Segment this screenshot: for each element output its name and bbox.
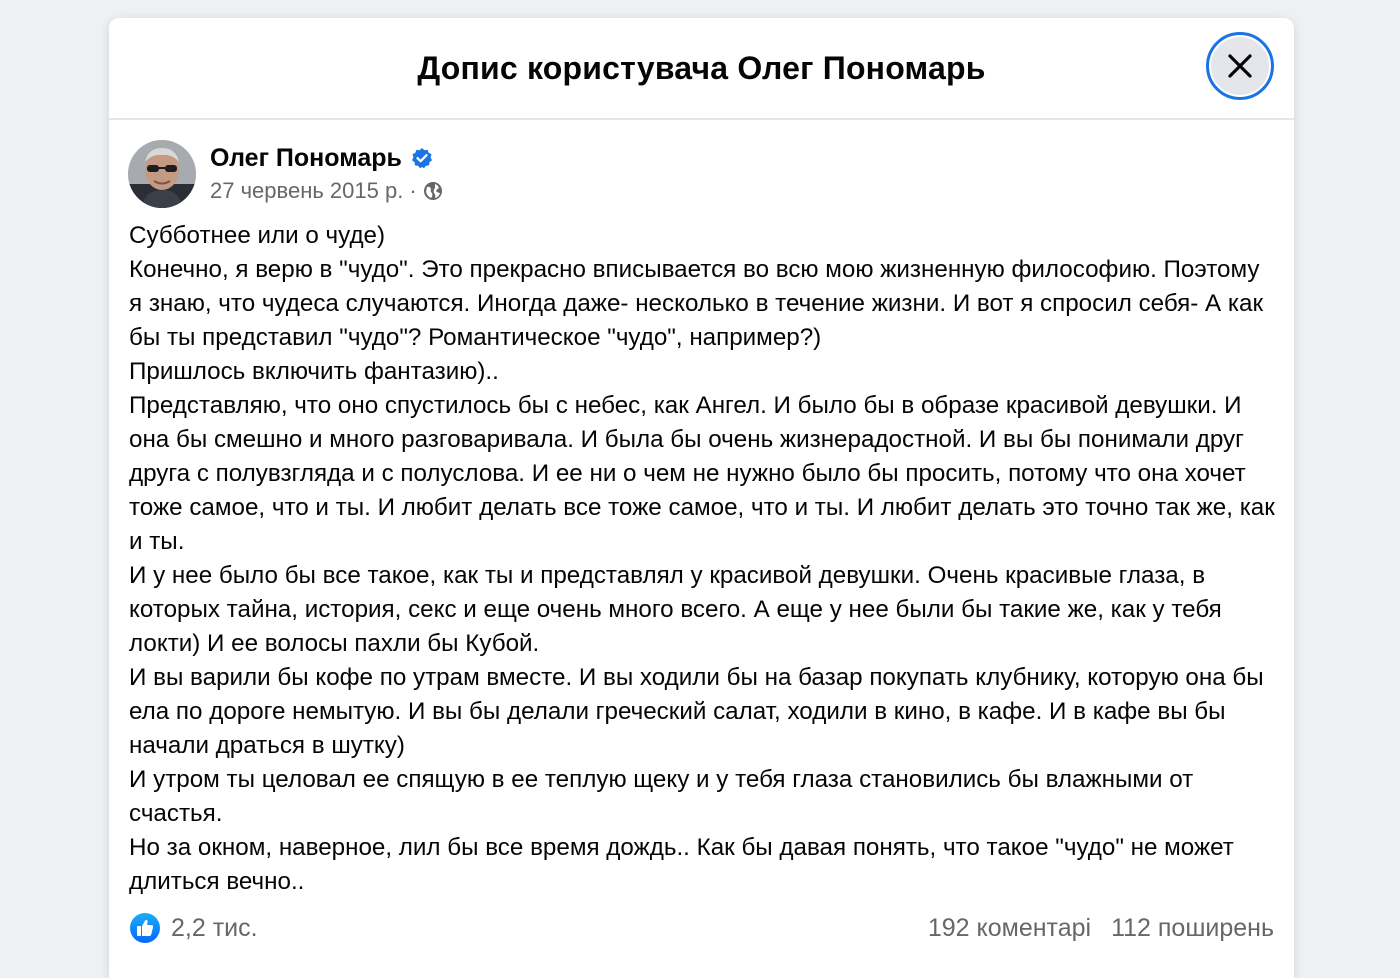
post-text: [129, 219, 1279, 899]
avatar[interactable]: [128, 140, 196, 208]
like-icon: [129, 912, 161, 944]
reactions-count: 2,2 тис.: [171, 913, 258, 942]
modal-header: [109, 18, 1294, 120]
post-stats: [928, 914, 1274, 943]
post-date[interactable]: 27 червень 2015 р.: [210, 178, 404, 203]
meta-separator: ·: [409, 178, 417, 203]
shares-count[interactable]: 112 поширень: [1111, 913, 1274, 942]
post-paragraph: Субботнее или о чуде): [129, 222, 386, 249]
comments-count[interactable]: 192 коментарі: [927, 913, 1092, 942]
post-paragraph: Конечно, я верю в "чудо". Это прекрасно вписывается во всю мою жизненную философию. Поэтому я знаю, что чудеса случаются. Иногда даже- несколько в течение жизни. И вот я спросил себя- А как бы ты представил "чудо"? Романтическое "чудо", например?): [129, 256, 1264, 351]
globe-icon[interactable]: [423, 181, 443, 201]
author-row: [210, 141, 443, 175]
modal-title: Допис користувача Олег Пономарь: [417, 49, 986, 86]
post-paragraph: Но за окном, наверное, лил бы все время дождь.. Как бы давая понять, что такое "чудо" не может длиться вечно..: [129, 834, 1234, 895]
post-paragraph: Пришлось включить фантазию)..: [129, 358, 499, 385]
close-icon: [1227, 53, 1253, 79]
author-name[interactable]: Олег Пономарь: [210, 143, 402, 172]
reactions-summary[interactable]: [129, 912, 258, 944]
verified-badge-icon: [411, 147, 433, 169]
post-footer: [129, 908, 1274, 948]
post-paragraph: И утром ты целовал ее спящую в ее теплую щеку и у тебя глаза становились бы влажными от счастья.: [129, 766, 1194, 827]
post-meta: [210, 175, 443, 207]
post-paragraph: Представляю, что оно спустилось бы с небес, как Ангел. И было бы в образе красивой девушки. И она бы смешно и много разговаривала. И была бы очень жизнерадостной. И вы бы понимали друг друга с полувзгляда и с полуслова. И ее ни о чем не нужно было бы просить, потому что она хочет тоже самое, что и ты. И любит делать все тоже самое, что и ты. И любит делать это точно так же, как и ты.: [129, 392, 1275, 555]
post-paragraph: И вы варили бы кофе по утрам вместе. И вы ходили бы на базар покупать клубнику, которую она бы ела по дороге немытую. И вы бы делали греческий салат, ходили в кино, в кафе. И в кафе вы бы начали драться в шутку): [129, 664, 1264, 759]
post-paragraph: И у нее было бы все такое, как ты и представлял у красивой девушки. Очень красивые глаза, в которых тайна, история, секс и еще очень много всего. А еще у нее были бы такие же, как у тебя локти) И ее волосы пахли бы Кубой.: [129, 562, 1222, 657]
close-button[interactable]: [1206, 32, 1274, 100]
post-modal: [109, 18, 1294, 978]
post-header: [128, 140, 443, 208]
author-block: [210, 141, 443, 207]
